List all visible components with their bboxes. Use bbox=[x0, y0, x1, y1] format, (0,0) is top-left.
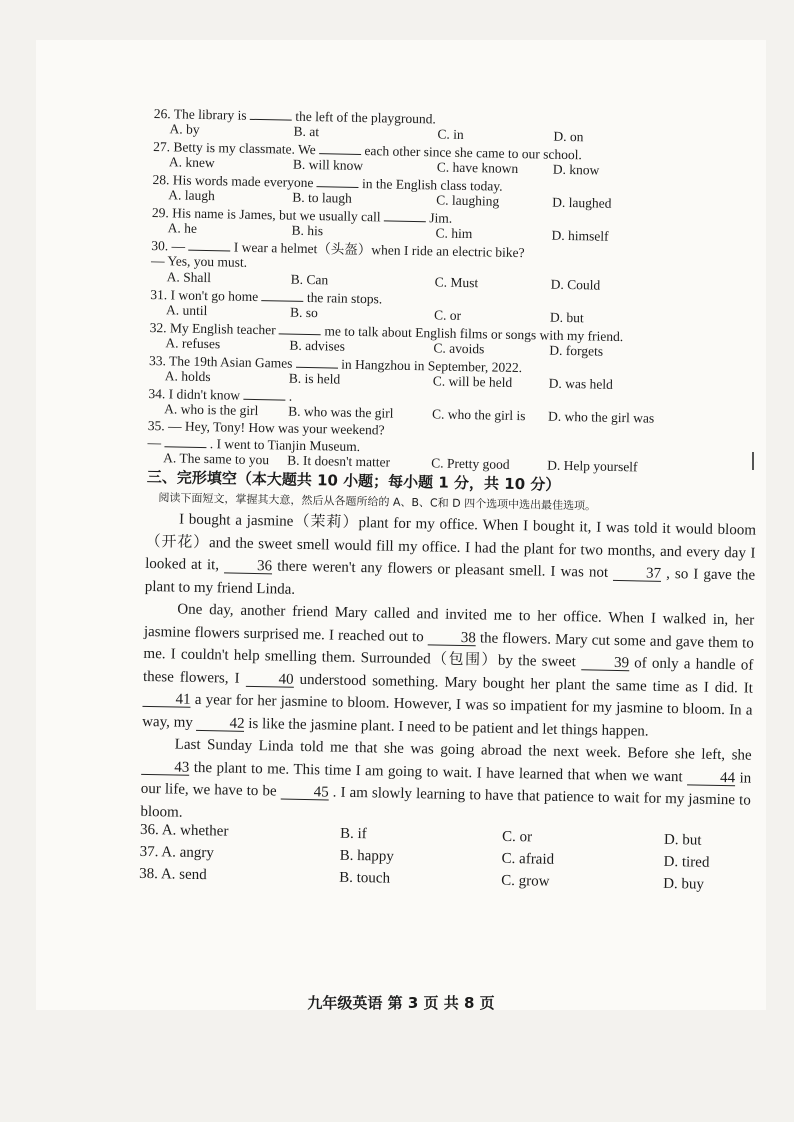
stem-text: 31. I won't go home bbox=[150, 286, 262, 305]
stem-text: 28. His words made everyone bbox=[152, 171, 317, 191]
passage-text: the flowers. Mary cut some and gave them to me. I couldn't help smelling them. Surrounded（包围）by the sweet bbox=[143, 629, 754, 671]
passage-text: , so I gave the plant to my friend Linda. bbox=[144, 565, 756, 598]
stem-text: I wear a helmet（头盔）when I ride an electric bike? bbox=[230, 239, 525, 261]
option-a: 36. A. whether bbox=[139, 821, 229, 840]
section-title: 三、完形填空（本大题共 10 小题；每小题 1 分，共 10 分） bbox=[146, 467, 561, 494]
answer-blank bbox=[188, 239, 230, 252]
stem-text: Jim. bbox=[425, 210, 453, 226]
reply-text: . I went to Tianjin Museum. bbox=[206, 436, 361, 455]
stem-text: the rain stops. bbox=[303, 289, 383, 307]
option-c: C. Pretty good bbox=[431, 455, 510, 472]
stem-text: me to talk about English films or songs with my friend. bbox=[320, 323, 624, 345]
stem-text: 34. I didn't know bbox=[148, 385, 244, 403]
option-d: D. forgets bbox=[549, 342, 604, 359]
page-content bbox=[139, 106, 764, 901]
cloze-blank: 36 bbox=[224, 558, 272, 574]
option-d: D. Help yourself bbox=[547, 457, 638, 475]
option-a: A. Shall bbox=[166, 269, 212, 286]
passage-text: Last Sunday Linda told me that she was going abroad the next week. Before she left, she bbox=[174, 736, 752, 764]
answer-blank bbox=[317, 175, 359, 188]
passage-text: is like the jasmine plant. I need to be patient and let things happen. bbox=[244, 715, 649, 740]
option-a: A. by bbox=[169, 121, 200, 137]
option-a: A. holds bbox=[164, 368, 211, 385]
option-d: D. buy bbox=[663, 875, 705, 893]
cloze-blank: 45 bbox=[281, 785, 329, 801]
option-a: 37. A. angry bbox=[139, 843, 214, 862]
stem-text: the left of the playground. bbox=[291, 108, 437, 127]
reply-text: — bbox=[147, 434, 165, 451]
option-c: C. Must bbox=[434, 274, 479, 291]
option-b: B. his bbox=[291, 222, 324, 239]
passage-text: in our life, we have to be bbox=[140, 769, 752, 800]
answer-blank bbox=[261, 289, 303, 302]
passage-paragraph bbox=[145, 508, 757, 610]
option-c: C. who the girl is bbox=[431, 406, 526, 424]
option-c: C. grow bbox=[501, 872, 550, 890]
section-instructions: 阅读下面短文，掌握其大意，然后从各题所给的 A、B、C和 D 四个选项中选出最佳选项。 bbox=[158, 491, 597, 513]
passage-paragraph bbox=[142, 598, 754, 745]
option-b: B. advises bbox=[289, 337, 346, 354]
option-d: D. but bbox=[549, 309, 584, 326]
stem-text: 32. My English teacher bbox=[149, 319, 280, 338]
option-c: C. in bbox=[437, 126, 464, 142]
option-b: B. It doesn't matter bbox=[287, 452, 391, 470]
answer-blank bbox=[279, 322, 321, 335]
cloze-blank: 42 bbox=[196, 715, 244, 731]
passage-text: the plant to me. This time I am going to wait. I have learned that when we want bbox=[189, 759, 688, 785]
option-a: A. he bbox=[167, 220, 198, 236]
stem-text: in Hangzhou in September, 2022. bbox=[337, 356, 523, 376]
option-c: C. or bbox=[501, 828, 533, 846]
option-a: A. refuses bbox=[165, 335, 221, 352]
option-b: B. happy bbox=[339, 847, 394, 865]
stem-text: 27. Betty is my classmate. We bbox=[153, 138, 320, 158]
option-b: B. who was the girl bbox=[288, 403, 394, 421]
stem-text: 33. The 19th Asian Games bbox=[148, 352, 296, 371]
cloze-blank: 37 bbox=[613, 566, 661, 582]
passage-text: One day, another friend Mary called and invited me to her office. When I walked in, her jasmine flowers surprised me. I reached out to bbox=[143, 601, 755, 645]
answer-blank bbox=[384, 209, 426, 222]
stem-text: . bbox=[285, 388, 293, 404]
option-d: D. but bbox=[663, 831, 702, 849]
answer-blank bbox=[164, 435, 206, 448]
passage-text: I bought a jasmine（茉莉）plant for my office. When I bought it, I was told it would bloom（开花）and the sweet smell would fill my office. I had the plant for two months, and every day I looked at it, bbox=[145, 511, 757, 574]
option-c: C. him bbox=[435, 225, 473, 242]
option-b: B. to laugh bbox=[292, 189, 353, 206]
option-a: A. who is the girl bbox=[164, 401, 259, 419]
cloze-blank: 38 bbox=[428, 630, 476, 646]
passage-text: . I am slowly learning to have that patience to wait for my jasmine to bloom. bbox=[140, 784, 751, 821]
cloze-blank: 43 bbox=[141, 759, 189, 775]
stem-text: 29. His name is James, but we usually call bbox=[151, 204, 385, 225]
option-b: B. touch bbox=[339, 869, 391, 887]
option-a: A. until bbox=[165, 302, 208, 319]
option-d: D. know bbox=[552, 161, 600, 178]
stem-text: 35. — Hey, Tony! How was your weekend? bbox=[147, 417, 385, 438]
answer-blank bbox=[296, 356, 338, 369]
option-c: C. have known bbox=[436, 159, 519, 177]
stem-text: 26. The library is bbox=[153, 106, 251, 123]
option-c: C. will be held bbox=[432, 373, 513, 390]
option-d: D. tired bbox=[663, 853, 710, 871]
cloze-blank: 41 bbox=[142, 692, 190, 708]
passage-text: of only a handle of these flowers, I bbox=[142, 655, 754, 687]
reply-text: — Yes, you must. bbox=[150, 252, 248, 270]
cloze-blank: 44 bbox=[687, 770, 735, 786]
option-d: D. himself bbox=[551, 227, 609, 244]
stem-text: each other since she came to our school. bbox=[360, 142, 582, 163]
option-c: C. laughing bbox=[436, 192, 500, 209]
multiple-choice-section bbox=[147, 106, 764, 480]
passage-text: a year for her jasmine to bloom. However, I was so impatient for my jasmine to bloom. In a way, my bbox=[142, 691, 753, 731]
option-a: A. The same to you bbox=[163, 450, 270, 468]
option-a: 38. A. send bbox=[139, 865, 207, 884]
option-b: B. is held bbox=[288, 370, 341, 387]
passage-paragraph bbox=[140, 733, 752, 835]
scan-mark bbox=[752, 452, 754, 470]
page-footer: 九年级英语 第 3 页 共 8 页 bbox=[307, 994, 495, 1012]
option-d: D. was held bbox=[548, 375, 614, 392]
option-b: B. so bbox=[289, 304, 318, 321]
option-d: D. Could bbox=[550, 276, 601, 293]
answer-blank bbox=[243, 388, 285, 401]
option-d: D. on bbox=[553, 128, 584, 145]
exam-page bbox=[36, 40, 766, 1010]
option-d: D. laughed bbox=[552, 194, 612, 211]
option-a: A. laugh bbox=[168, 187, 215, 204]
answer-blank bbox=[250, 108, 292, 121]
option-a: A. knew bbox=[168, 154, 215, 171]
stem-text: 30. — bbox=[151, 237, 189, 254]
option-d: D. who the girl was bbox=[547, 408, 655, 426]
option-b: B. if bbox=[339, 825, 367, 843]
cloze-options bbox=[139, 823, 750, 901]
option-c: C. or bbox=[433, 307, 462, 323]
option-b: B. at bbox=[293, 123, 320, 140]
answer-blank bbox=[319, 142, 361, 155]
option-c: C. afraid bbox=[501, 850, 555, 868]
stem-text: in the English class today. bbox=[358, 175, 503, 194]
passage-text: there weren't any flowers or pleasant smell. I was not bbox=[271, 558, 614, 581]
passage-text: understood something. Mary bought her plant the same time as I did. It bbox=[293, 671, 754, 697]
option-c: C. avoids bbox=[433, 340, 485, 357]
cloze-passage bbox=[140, 508, 756, 835]
cloze-blank: 40 bbox=[245, 671, 293, 687]
cloze-blank: 39 bbox=[581, 655, 629, 671]
option-b: B. Can bbox=[290, 271, 329, 288]
option-b: B. will know bbox=[292, 156, 364, 174]
